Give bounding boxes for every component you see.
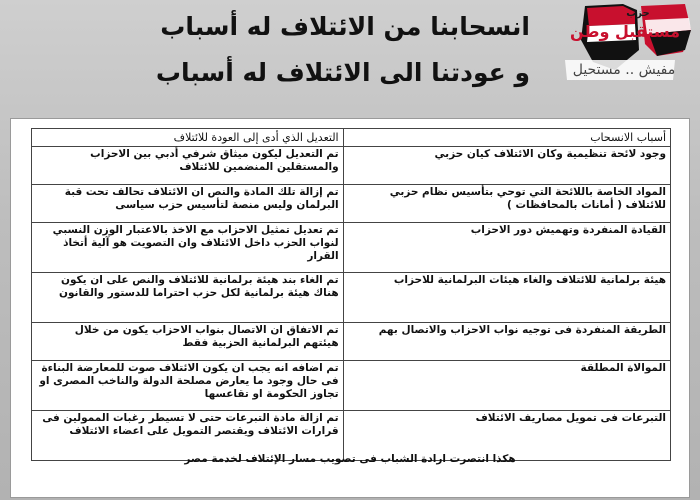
- amendment-cell: تم تعديل تمثيل الاحزاب مع الاخذ بالاعتبار الوزن النسبي لنواب الحزب داخل الائتلاف وان التصويت هو آلية أتخاذ القرار: [32, 223, 344, 273]
- amendment-cell: تم الغاء بند هيئة برلمانية للائتلاف والنص على ان يكون هناك هيئة برلمانية لكل حزب احتراما للدستور والقانون: [32, 273, 344, 323]
- reason-cell: التبرعات فى تمويل مصاريف الائتلاف: [343, 411, 670, 461]
- footer-note: هكذا انتصرت ارادة الشباب فى تصويب مسار الإئتلاف لخدمة مصر: [184, 453, 516, 465]
- reason-cell: الطريقة المنفردة فى توجيه نواب الاحزاب والاتصال بهم: [343, 323, 670, 361]
- reason-cell: المواد الخاصة باللائحة التي توحي بتأسيس نظام حزبي للائتلاف ( أمانات بالمحافظات ): [343, 185, 670, 223]
- header-reasons: أسباب الانسحاب: [343, 129, 670, 147]
- headline-line-1: انسحابنا من الائتلاف له أسباب: [160, 12, 530, 41]
- table-header-row: [32, 129, 671, 147]
- table-row: [32, 185, 671, 223]
- table-row: [32, 361, 671, 411]
- logo-party-name: مستقبل وطن: [569, 22, 681, 41]
- reason-cell: القيادة المنفردة وتهميش دور الاحزاب: [343, 223, 670, 273]
- reason-cell: وجود لائحة تنظيمية وكان الائتلاف كيان حزبي: [343, 147, 670, 185]
- table-row: [32, 223, 671, 273]
- table-row: [32, 147, 671, 185]
- amendment-cell: تم إزالة تلك المادة والنص ان الائتلاف تحالف تحت قبة البرلمان وليس منصة لتأسيس حزب سياسى: [32, 185, 344, 223]
- comparison-document: [10, 118, 690, 498]
- amendment-cell: تم اضافه انه يجب ان يكون الائتلاف صوت للمعارضة البناءة فى حال وجود ما يعارض مصلحة الدولة والناخب المصرى او تجاوز الحكومة او تقاعسها: [32, 361, 344, 411]
- table-row: [32, 323, 671, 361]
- amendment-cell: تم التعديل ليكون ميثاق شرفي أدبي بين الاحزاب والمستقلين المنضمين للائتلاف: [32, 147, 344, 185]
- party-logo: [545, 0, 695, 110]
- headline-line-2: و عودتنا الى الائتلاف له أسباب: [155, 58, 530, 87]
- logo-party-label: حزب: [626, 8, 650, 19]
- reason-cell: الموالاة المطلقة: [343, 361, 670, 411]
- reason-cell: هيئة برلمانية للائتلاف والغاء هيئات البرلمانية للاحزاب: [343, 273, 670, 323]
- amendment-cell: تم ازالة مادة التبرعات حتى لا تسيطر رغبات الممولين فى قرارات الائتلاف ويقتصر التمويل على اعضاء الائتلاف: [32, 411, 344, 461]
- header-amendments: التعديل الذي أدى إلى العودة للائتلاف: [32, 129, 344, 147]
- table-row: [32, 273, 671, 323]
- logo-slogan: مفيش .. مستحيل: [572, 62, 676, 78]
- comparison-table: [31, 128, 671, 461]
- amendment-cell: تم الاتفاق ان الاتصال بنواب الاحزاب يكون من خلال هيئتهم البرلمانية الحزبية فقط: [32, 323, 344, 361]
